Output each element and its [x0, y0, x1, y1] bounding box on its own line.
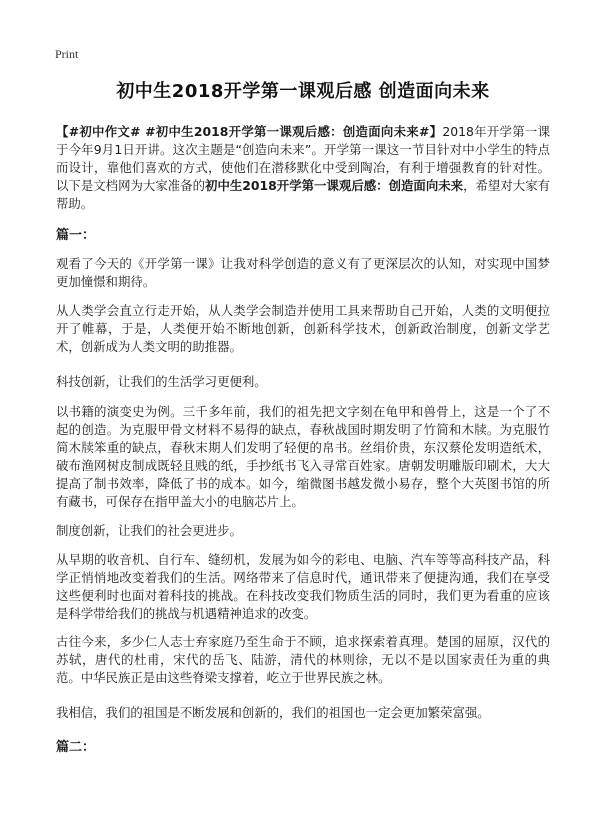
paragraph-8: 我相信，我们的祖国是不断发展和创新的，我们的祖国也一定会更加繁荣富强。 — [56, 705, 490, 720]
paragraph-6: 从早期的收音机、自行车、缝纫机，发展为如今的彩电、电脑、汽车等等高科技产品，科学正悄悄地改变着我们的生活。网络带来了信息时代，通讯带来了便捷沟通，我们在享受这些便利时也面对着科技的挑战。在科技改变我们物质生活的同时，我们更为看重的应该是科学带给我们的挑战与机遇精神追求的改变。 — [56, 552, 550, 621]
section-heading-1: 篇一： — [56, 228, 96, 243]
intro-text-end: ，希望对大家有帮助。 — [56, 178, 550, 211]
paragraph-4: 以书籍的演变史为例。三千多年前，我们的祖先把文字刻在龟甲和兽骨上，这是一个了不起的创造。为克服甲骨文材料不易得的缺点，春秋战国时期发明了竹简和木牍。为克服竹简木牍笨重的缺点，春秋末期人们发明了轻便的帛书。丝绢价贵，东汉蔡伦发明造纸术，破布渔网树皮制成既轻且贱的纸，手抄纸书飞入寻常百姓家。唐朝发明雕版印刷术，大大提高了制书效率，降低了书的成本。如今，缩微图书越发微小易存，整个大英图书馆的所有藏书，可保存在指甲盖大小的电脑芯片上。 — [56, 404, 550, 509]
page-title: 初中生2018开学第一课观后感 创造面向未来 — [116, 81, 490, 102]
section-heading-2: 篇二： — [56, 740, 96, 755]
intro-paragraph — [56, 123, 550, 213]
intro-bold-phrase: 初中生2018开学第一课观后感：创造面向未来 — [205, 178, 464, 193]
paragraph-2: 从人类学会直立行走开始，从人类学会制造并使用工具来帮助自己开始，人类的文明便拉开了帷幕，于是，人类便开始不断地创新，创新科学技术，创新政治制度，创新文学艺术，创新成为人类文明的助推器。 — [56, 303, 550, 354]
print-label: Print — [55, 47, 79, 61]
paragraph-7: 古往今来，多少仁人志士弃家庭乃至生命于不顾，追求探索着真理。楚国的屈原，汉代的苏轼，唐代的杜甫，宋代的岳飞、陆游，清代的林则徐，无以不是以国家责任为重的典范。中华民族正是由这些脊梁支撑着，屹立于世界民族之林。 — [56, 634, 550, 685]
paragraph-5: 制度创新，让我们的社会更进步。 — [56, 523, 242, 538]
intro-text: 2018年开学第一课于今年9月1日开讲。这次主题是“创造向未来”。开学第一课这一节目针对中小学生的特点而设计，靠他们喜欢的方式，使他们在潜移默化中受到陶冶，有利于增强教育的针对性。以下是文档网为大家准备的 — [56, 124, 550, 193]
paragraph-3: 科技创新，让我们的生活学习更便利。 — [56, 374, 267, 389]
intro-tag: 【#初中作文# #初中生2018开学第一课观后感：创造面向未来#】 — [56, 124, 443, 139]
paragraph-1: 观看了今天的《开学第一课》让我对科学创造的意义有了更深层次的认知，对实现中国梦更加憧憬和期待。 — [56, 256, 550, 289]
